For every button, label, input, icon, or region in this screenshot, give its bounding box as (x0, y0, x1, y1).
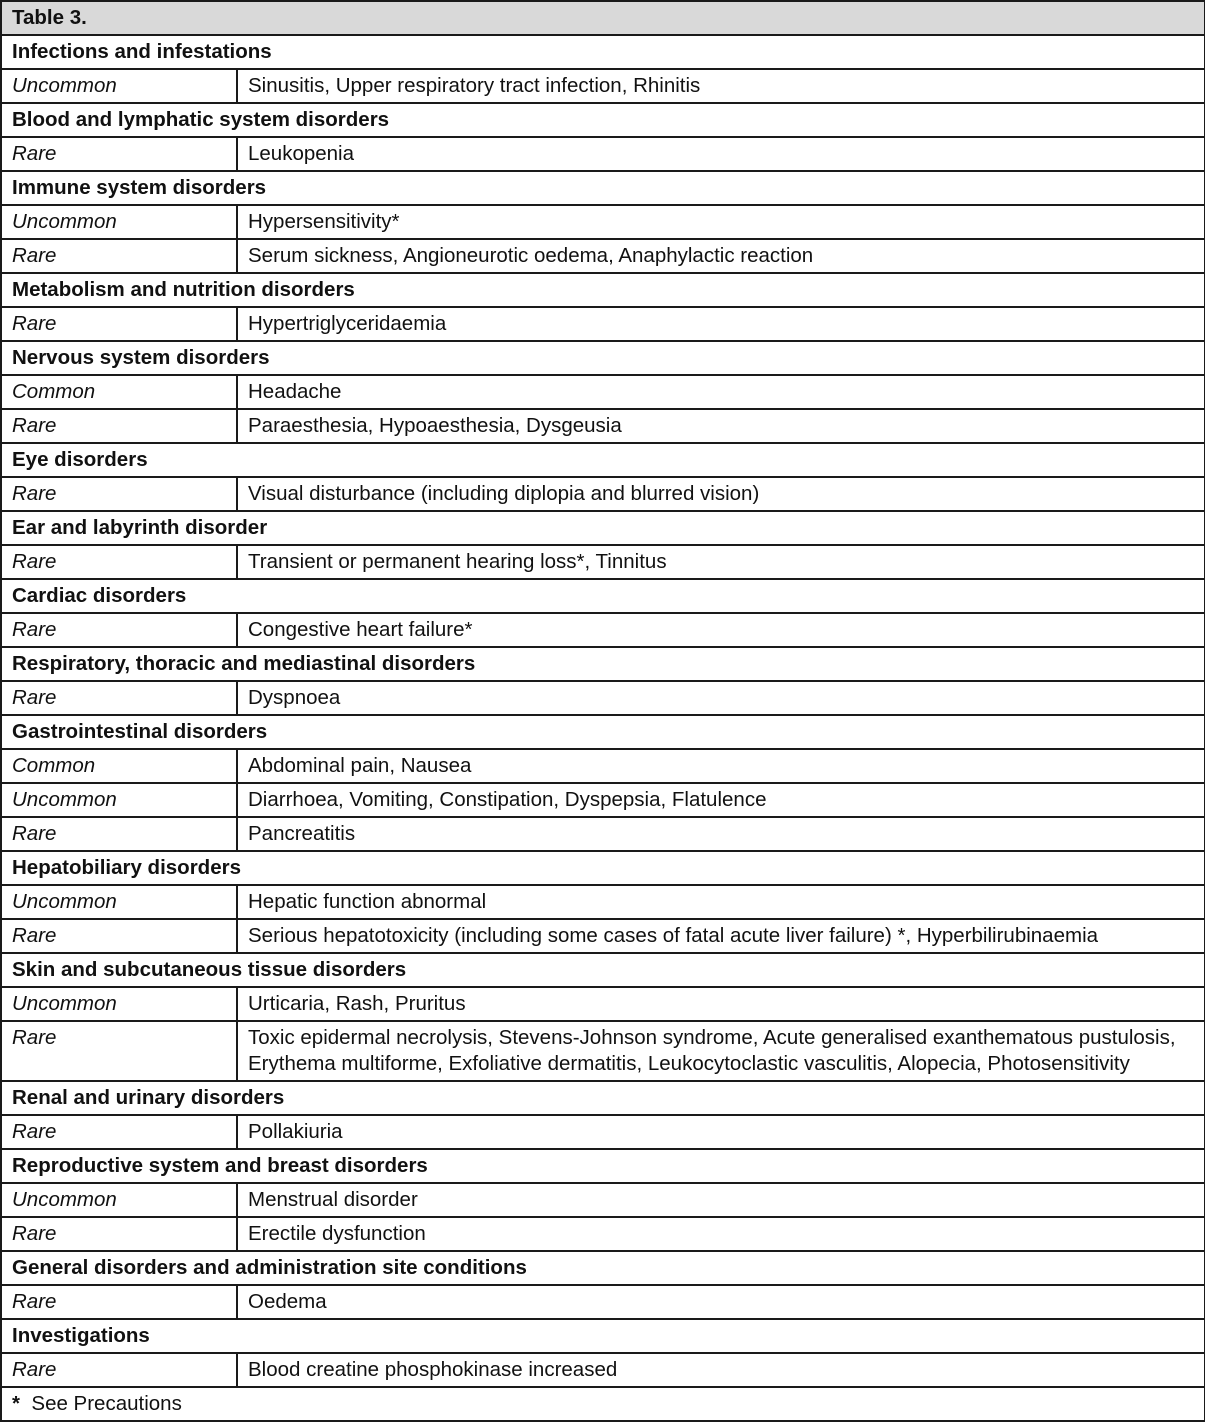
frequency-cell: Rare (1, 307, 237, 341)
section-title: Infections and infestations (1, 35, 1205, 69)
frequency-cell: Rare (1, 1217, 237, 1251)
footnote-row (1, 1387, 1205, 1421)
section-header-row (1, 647, 1205, 681)
frequency-cell: Rare (1, 1285, 237, 1319)
section-header-row (1, 273, 1205, 307)
table-row (1, 1285, 1205, 1319)
table-title-row (1, 1, 1205, 35)
frequency-cell: Rare (1, 545, 237, 579)
table-row (1, 749, 1205, 783)
section-header-row (1, 35, 1205, 69)
frequency-cell: Uncommon (1, 1183, 237, 1217)
section-title: Blood and lymphatic system disorders (1, 103, 1205, 137)
table-row (1, 613, 1205, 647)
footnote-marker: * (12, 1392, 20, 1415)
section-title: Investigations (1, 1319, 1205, 1353)
section-title: Metabolism and nutrition disorders (1, 273, 1205, 307)
frequency-cell: Uncommon (1, 69, 237, 103)
section-title: Hepatobiliary disorders (1, 851, 1205, 885)
table-title: Table 3. (1, 1, 1205, 35)
table-row (1, 137, 1205, 171)
frequency-cell: Uncommon (1, 783, 237, 817)
table-row (1, 375, 1205, 409)
section-header-row (1, 443, 1205, 477)
section-title: Gastrointestinal disorders (1, 715, 1205, 749)
frequency-cell: Uncommon (1, 987, 237, 1021)
frequency-cell: Rare (1, 681, 237, 715)
adverse-effects-cell: Pancreatitis (237, 817, 1205, 851)
section-header-row (1, 1251, 1205, 1285)
adverse-effects-cell: Serum sickness, Angioneurotic oedema, Anaphylactic reaction (237, 239, 1205, 273)
adverse-effects-cell: Transient or permanent hearing loss*, Tinnitus (237, 545, 1205, 579)
section-header-row (1, 1149, 1205, 1183)
section-title: General disorders and administration site conditions (1, 1251, 1205, 1285)
adverse-effects-cell: Pollakiuria (237, 1115, 1205, 1149)
section-title: Eye disorders (1, 443, 1205, 477)
section-title: Reproductive system and breast disorders (1, 1149, 1205, 1183)
table-row (1, 69, 1205, 103)
table-row (1, 919, 1205, 953)
footnote (1, 1387, 1205, 1421)
frequency-cell: Rare (1, 239, 237, 273)
adverse-effects-cell: Erectile dysfunction (237, 1217, 1205, 1251)
table-row (1, 409, 1205, 443)
table-row (1, 1217, 1205, 1251)
table-row (1, 1353, 1205, 1387)
adverse-effects-cell: Hypersensitivity* (237, 205, 1205, 239)
adverse-effects-cell: Headache (237, 375, 1205, 409)
section-title: Skin and subcutaneous tissue disorders (1, 953, 1205, 987)
section-title: Immune system disorders (1, 171, 1205, 205)
table-row (1, 1021, 1205, 1081)
adverse-effects-cell: Urticaria, Rash, Pruritus (237, 987, 1205, 1021)
section-title: Respiratory, thoracic and mediastinal disorders (1, 647, 1205, 681)
frequency-cell: Rare (1, 613, 237, 647)
frequency-cell: Rare (1, 817, 237, 851)
table-row (1, 1183, 1205, 1217)
frequency-cell: Common (1, 375, 237, 409)
section-title: Renal and urinary disorders (1, 1081, 1205, 1115)
table-row (1, 545, 1205, 579)
frequency-cell: Uncommon (1, 885, 237, 919)
adverse-effects-cell: Hepatic function abnormal (237, 885, 1205, 919)
section-title: Ear and labyrinth disorder (1, 511, 1205, 545)
section-header-row (1, 171, 1205, 205)
section-title: Cardiac disorders (1, 579, 1205, 613)
frequency-cell: Uncommon (1, 205, 237, 239)
adverse-effects-cell: Leukopenia (237, 137, 1205, 171)
table-row (1, 307, 1205, 341)
table-row (1, 681, 1205, 715)
section-header-row (1, 715, 1205, 749)
section-header-row (1, 851, 1205, 885)
table-row (1, 817, 1205, 851)
frequency-cell: Rare (1, 919, 237, 953)
adverse-effects-cell: Visual disturbance (including diplopia and blurred vision) (237, 477, 1205, 511)
frequency-cell: Rare (1, 1115, 237, 1149)
section-header-row (1, 103, 1205, 137)
adverse-effects-cell: Serious hepatotoxicity (including some cases of fatal acute liver failure) *, Hyperbilirubinaemia (237, 919, 1205, 953)
adverse-effects-cell: Dyspnoea (237, 681, 1205, 715)
frequency-cell: Rare (1, 477, 237, 511)
table-row (1, 885, 1205, 919)
table-row (1, 239, 1205, 273)
table-row (1, 987, 1205, 1021)
section-header-row (1, 953, 1205, 987)
section-header-row (1, 1319, 1205, 1353)
adverse-effects-cell: Blood creatine phosphokinase increased (237, 1353, 1205, 1387)
section-header-row (1, 341, 1205, 375)
adverse-effects-cell: Toxic epidermal necrolysis, Stevens-Johnson syndrome, Acute generalised exanthematous pustulosis, Erythema multiforme, Exfoliative dermatitis, Leukocytoclastic vasculitis, Alopecia, Photosensitivity (237, 1021, 1205, 1081)
adverse-effects-cell: Hypertriglyceridaemia (237, 307, 1205, 341)
frequency-cell: Common (1, 749, 237, 783)
section-title: Nervous system disorders (1, 341, 1205, 375)
adverse-effects-cell: Congestive heart failure* (237, 613, 1205, 647)
section-header-row (1, 511, 1205, 545)
table-row (1, 205, 1205, 239)
footnote-text: See Precautions (31, 1392, 182, 1415)
frequency-cell: Rare (1, 409, 237, 443)
section-header-row (1, 1081, 1205, 1115)
adverse-effects-cell: Paraesthesia, Hypoaesthesia, Dysgeusia (237, 409, 1205, 443)
table-row (1, 477, 1205, 511)
frequency-cell: Rare (1, 137, 237, 171)
adverse-effects-cell: Oedema (237, 1285, 1205, 1319)
frequency-cell: Rare (1, 1353, 237, 1387)
adverse-effects-cell: Sinusitis, Upper respiratory tract infection, Rhinitis (237, 69, 1205, 103)
frequency-cell: Rare (1, 1021, 237, 1081)
table-row (1, 783, 1205, 817)
section-header-row (1, 579, 1205, 613)
table-body (1, 1, 1205, 1421)
adverse-effects-cell: Diarrhoea, Vomiting, Constipation, Dyspepsia, Flatulence (237, 783, 1205, 817)
adverse-effects-cell: Abdominal pain, Nausea (237, 749, 1205, 783)
adverse-effects-cell: Menstrual disorder (237, 1183, 1205, 1217)
table-row (1, 1115, 1205, 1149)
